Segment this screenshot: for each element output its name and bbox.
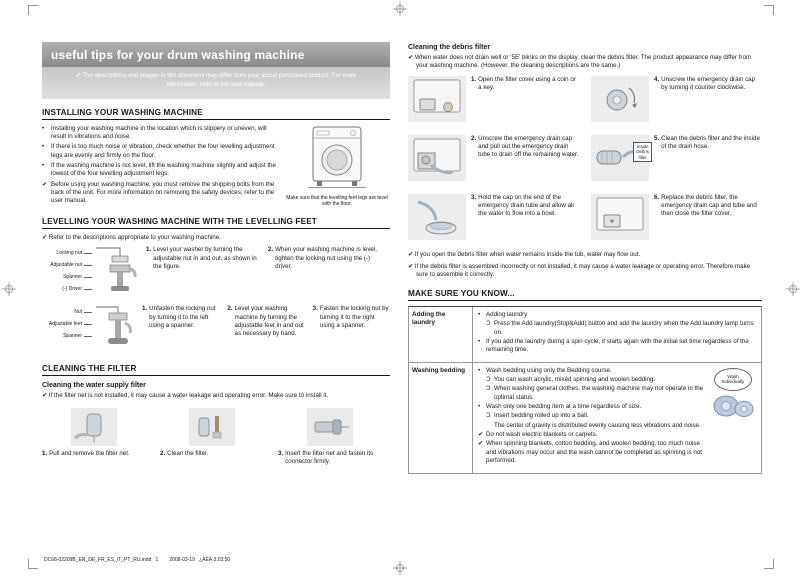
step-number: 1. — [42, 449, 48, 457]
step — [146, 246, 260, 271]
crop-mark-icon — [764, 559, 774, 569]
step — [471, 76, 579, 127]
step-block — [591, 76, 762, 127]
unscrew-drain-cap-photo — [591, 76, 649, 122]
list-item — [478, 431, 705, 439]
step-text: Clean the debris filter and the inside of the drain hose. — [661, 134, 760, 151]
section-make-sure-heading: MAKE SURE YOU KNOW... — [408, 289, 762, 301]
step — [654, 194, 762, 245]
bullet-text: Wash bedding using only the Bedding course. — [486, 366, 612, 374]
step — [654, 135, 762, 186]
adjustable-feet-illustration — [94, 305, 134, 355]
step-text: When your washing machine is level, tighten the locking nut using the (-) driver. — [275, 246, 377, 270]
list-item — [478, 412, 705, 420]
photo-frame — [408, 76, 466, 127]
step-block — [408, 194, 579, 245]
step-block — [591, 194, 762, 245]
step-block — [408, 135, 579, 186]
levelling-figure-1 — [42, 246, 138, 298]
bullet-text: Installing your washing machine in the location which is slippery or uneven, will result in vibrations and noise. — [51, 124, 267, 140]
bullet-marker: • — [478, 403, 481, 411]
step-text: Unfasten the locking nut by turning it to the left using a spanner. — [149, 305, 216, 329]
step — [268, 246, 382, 271]
levelling-diagram1-row — [42, 246, 390, 298]
leader-line — [84, 336, 92, 337]
step — [471, 135, 579, 186]
step — [471, 194, 579, 245]
step-text: Insert the filter net and fasten its connector firmly. — [285, 449, 374, 465]
bullet-text: If you add the laundry during a spin cycle, it starts again with the initial set time regardless of the remaining time. — [486, 337, 749, 354]
bullet-marker: • — [42, 162, 45, 170]
figure-label: Spanner — [42, 333, 92, 339]
step-block — [591, 135, 762, 186]
pull-filter-net-photo — [71, 408, 117, 446]
adjustable-leg-illustration — [94, 246, 138, 298]
page-header — [42, 42, 390, 99]
step-text: Pull and remove the filter net. — [49, 449, 130, 457]
arrow-marker: Ɔ — [486, 320, 491, 328]
step-block — [408, 76, 579, 127]
photo-frame — [591, 194, 649, 245]
crop-mark-icon — [764, 5, 774, 15]
step — [278, 450, 382, 467]
leader-line — [84, 324, 92, 325]
list-item — [42, 125, 276, 142]
levelling-diagram2-row — [42, 305, 390, 355]
figure-label: Spanner — [42, 274, 92, 280]
list-item — [478, 422, 705, 430]
photo-frame — [591, 135, 649, 186]
leader-line — [84, 265, 92, 266]
header-note: ✔ The descriptions and images in this document may differ from your actual purchased product. For more information, refer to the user manual. — [42, 67, 390, 99]
step-block — [278, 408, 382, 467]
levelling-figure-2 — [42, 305, 134, 355]
step — [227, 305, 304, 338]
leader-line — [84, 289, 92, 290]
step-number: 3. — [312, 305, 318, 313]
debris-warning-note: ✔ If you open the debris filter when water remains inside the tub, water may flow out. — [408, 250, 641, 258]
bullet-text: Wash only one bedding item at a time regardless of size. — [486, 403, 642, 411]
step-text: Replace the debris filter, the emergency drain cap and tube and then close the filter cover. — [661, 193, 757, 218]
step-number: 2. — [160, 449, 166, 457]
leader-line — [84, 312, 92, 313]
installing-bullets — [42, 125, 276, 208]
arrow-marker: Ɔ — [486, 375, 491, 383]
figure-label: Adjustable feet — [42, 321, 92, 327]
list-item — [478, 367, 705, 375]
bullet-text: Before using your washing machine, you must remove the shipping bolts from the back of the unit. For more information on removing the safety devices, refer to the user manual. — [51, 180, 275, 205]
make-sure-table — [408, 306, 762, 474]
right-column — [408, 44, 762, 474]
debris-warning-note: ✔ If the debris filter is assembled incorrectly or not installed, it may cause a water leakage or operating error. Therefore make sure to assemble it correctly. — [408, 263, 751, 279]
figure-label: Nut — [42, 309, 92, 315]
leader-line — [84, 277, 92, 278]
arrow-marker: Ɔ — [486, 412, 491, 420]
step — [42, 450, 146, 458]
row-title: Washing bedding — [409, 363, 473, 473]
step-text: Hold the cap on the end of the emergency drain tube and allow all the water to flow into a bowl. — [478, 193, 574, 218]
figure-label: Adjustable nut — [42, 262, 92, 268]
crop-mark-icon — [28, 5, 38, 15]
crop-mark-icon — [28, 559, 38, 569]
step — [142, 305, 219, 330]
step-text: Fasten the locking nut by turning it to the right using a spanner. — [319, 305, 389, 329]
document-content — [42, 42, 762, 540]
registration-mark-icon — [393, 561, 407, 575]
figure-labels — [42, 305, 92, 355]
bullet-marker: • — [42, 124, 45, 132]
debris-filter-subhead: Cleaning the debris filter — [408, 44, 491, 51]
rolled-bedding-illustration — [711, 391, 755, 419]
bullet-text: Insert bedding rolled up into a ball. — [494, 412, 589, 420]
water-filter-steps — [42, 408, 390, 467]
row-content — [473, 363, 761, 473]
checkmark-icon: ✔ — [42, 180, 48, 188]
list-item — [478, 320, 756, 337]
step-block — [160, 408, 264, 467]
debris-filter-note: ✔ When water does not drain well or ‘5E’ blinks on the display, clean the debris filter. The product appearance may differ from your washing machine. (However, the cleaning descriptions are the same.) — [408, 54, 752, 70]
print-footer: DC68-02209B_EN_DE_FR_ES_IT_PT_RU.indd 1 2008-03-19 ¿ÀÈÄ 3:03:50 — [44, 557, 231, 563]
photo-frame — [591, 76, 649, 127]
arrow-marker: Ɔ — [486, 385, 491, 393]
washing-machine-illustration — [308, 125, 366, 189]
step-number: 1. — [142, 305, 148, 313]
replace-filter-cover-photo — [591, 194, 649, 240]
section-installing-heading: INSTALLING YOUR WASHING MACHINE — [42, 108, 390, 120]
bullet-text: Adding laundry — [486, 310, 528, 318]
debris-filter-steps — [408, 76, 762, 245]
step-number: 2. — [471, 134, 477, 142]
list-item — [478, 376, 705, 384]
list-item — [478, 385, 705, 402]
wash-individually-badge: Wash Individually — [714, 368, 752, 391]
step-number: 1. — [471, 75, 477, 83]
levelling-note: ✔ Refer to the descriptions appropriate to your washing machine. — [42, 233, 221, 241]
list-item — [478, 338, 756, 355]
step-number: 5. — [654, 134, 660, 142]
row-title: Adding the laundry — [409, 307, 473, 362]
bullet-marker: • — [478, 310, 481, 318]
step-number: 3. — [471, 193, 477, 201]
insert-filter-net-photo — [307, 408, 353, 446]
step-text: Clean the filter. — [167, 449, 209, 457]
list-item — [478, 403, 705, 411]
section-levelling-heading: LEVELLING YOUR WASHING MACHINE WITH THE LEVELLING FEET — [42, 217, 390, 229]
open-filter-cover-photo — [408, 76, 466, 122]
bullet-text: Press the Add laundry(Stop&Add) button and add the laundry when the Add laundry lamp turns on. — [494, 320, 754, 336]
step — [160, 450, 264, 458]
step — [654, 76, 762, 127]
step-text: Level your washing machine by turning the adjustable feet in and out as necessary by hand. — [234, 305, 304, 338]
step-number: 6. — [654, 193, 660, 201]
step-number: 4. — [654, 75, 660, 83]
step-text: Level your washer by turning the adjustable nut in and out, as shown in the figure. — [153, 246, 257, 270]
clean-filter-photo — [189, 408, 235, 446]
bullet-text: When spinning blankets, cotton bedding, and woolen bedding, too much noise and vibrations may occur and the wash cannot be completed as spinning is not performed. — [486, 440, 703, 465]
checkmark-icon: ✔ — [478, 440, 484, 448]
drain-into-bowl-photo — [408, 194, 466, 240]
list-item — [42, 143, 276, 160]
step-text: Unscrew the emergency drain cap by turning it counter clockwise. — [661, 75, 756, 92]
step-number: 2. — [268, 246, 274, 254]
photo-frame — [408, 135, 466, 186]
figure-labels — [42, 246, 92, 298]
bullet-text: You can wash acrylic, mixed spinning and woolen bedding. — [494, 375, 656, 383]
table-row — [409, 307, 761, 362]
bullet-marker: • — [478, 337, 481, 345]
pull-drain-tube-photo — [408, 135, 466, 181]
list-item — [42, 162, 276, 179]
left-column — [42, 42, 390, 466]
bullet-text: Do not wash electric blankets or carpets. — [486, 431, 598, 439]
checkmark-icon: ✔ — [478, 431, 484, 439]
registration-mark-icon — [2, 282, 16, 296]
step-text: Open the filter cover using a coin or a key. — [478, 75, 576, 92]
leader-line — [84, 253, 92, 254]
inside-debris-filter-label: Inside Debris filter — [633, 142, 652, 163]
step — [313, 305, 390, 330]
figure-label: Locking nut — [42, 250, 92, 256]
list-item — [478, 440, 705, 465]
water-supply-filter-note: ✔ If the filter net is not installed, it may cause a water leakage and operating error. Make sure to install it. — [42, 392, 329, 400]
step-block — [42, 408, 146, 467]
water-supply-filter-subhead: Cleaning the water supply filter — [42, 382, 146, 390]
figure-caption: Make sure that the levelling feet legs are level with the floor. — [286, 194, 388, 208]
step-number: 3. — [278, 449, 284, 457]
step-number: 2. — [227, 305, 233, 313]
washing-machine-figure — [284, 125, 390, 208]
wash-individually-figure — [709, 368, 757, 424]
installing-section — [42, 125, 390, 208]
list-item — [42, 181, 276, 206]
table-row — [409, 362, 761, 473]
bullet-marker: • — [478, 366, 481, 374]
step-number: 1. — [146, 246, 152, 254]
section-cleaning-filter-heading: CLEANING THE FILTER — [42, 364, 390, 376]
bullet-marker: • — [42, 143, 45, 151]
registration-mark-icon — [393, 2, 407, 16]
bullet-text: If the washing machine is not level, lift the washing machine slightly and adjust the lowest of the four levelling adjustment legs. — [51, 162, 276, 178]
bullet-text: When washing general clothes, the washing machine may not operate in the optimal status. — [494, 385, 704, 401]
row-content — [473, 307, 761, 362]
figure-label: (-) Driver — [42, 286, 92, 292]
step-text: Unscrew the emergency drain cap and pull out the emergency drain tube to drain off the remaining water. — [478, 134, 579, 159]
photo-frame — [408, 194, 466, 245]
bullet-text: If there is too much noise or vibration, check whether the four levelling adjustment legs are evenly and firmly on the floor. — [51, 143, 275, 159]
registration-mark-icon — [786, 282, 800, 296]
list-item — [478, 311, 756, 319]
bullet-text: The center of gravity is distributed evenly causing less vibrations and noise. — [494, 421, 701, 429]
page-title: useful tips for your drum washing machine — [42, 42, 390, 67]
